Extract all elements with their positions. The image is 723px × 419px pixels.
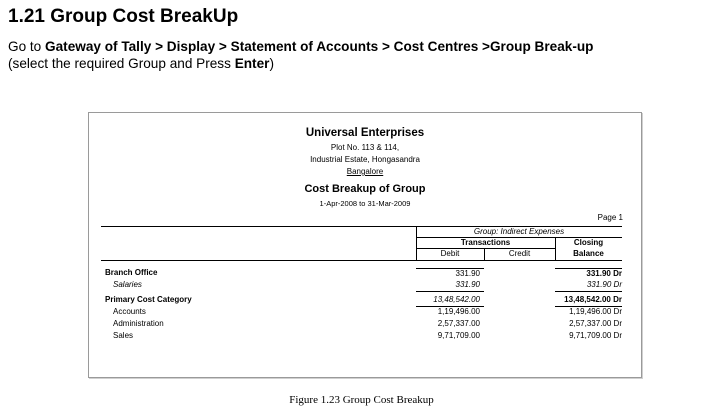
table-row-closing: 2,57,337.00 Dr [569,319,622,328]
closing-header: Closing [573,238,604,247]
instruction-line2-suffix: ) [269,56,274,71]
table-row-closing: 331.90 Dr [586,269,622,278]
table-row-name: Sales [113,331,134,340]
table-row-name: Administration [113,319,164,328]
address-line-1: Plot No. 113 & 114, [330,143,400,152]
table-row-closing: 331.90 Dr [586,280,622,289]
credit-header: Credit [508,249,531,258]
report-title: Cost Breakup of Group [304,183,426,195]
table-row-closing: 1,19,496.00 Dr [569,307,622,316]
subtotal-rule [416,291,484,292]
transactions-header: Transactions [460,238,511,247]
enter-key: Enter [234,56,270,71]
report-period: 1-Apr-2008 to 31-Mar-2009 [319,199,411,208]
instruction-line2-prefix: (select the required Group and Press [8,56,235,71]
table-row-name: Branch Office [105,268,158,277]
table-row-name: Primary Cost Category [105,295,192,304]
table-row-debit: 9,71,709.00 [437,331,480,340]
address-line-2: Industrial Estate, Hongasandra [310,155,420,164]
page-number: Page 1 [597,213,623,222]
instruction-prefix: Go to [8,39,46,54]
table-row-debit: 1,19,496.00 [437,307,480,316]
address-line-3: Bangalore [346,167,384,176]
table-row-closing: 9,71,709.00 Dr [569,331,622,340]
table-row-debit: 2,57,337.00 [437,319,480,328]
table-row-debit: 13,48,542.00 [433,295,480,304]
company-name: Universal Enterprises [305,127,425,139]
group-header: Group: Indirect Expenses [473,227,565,236]
navigation-path: Gateway of Tally > Display > Statement of Accounts > Cost Centres >Group Break-up [45,39,594,54]
figure-caption: Figure 1.23 Group Cost Breakup [289,394,434,406]
table-row-name: Accounts [113,307,146,316]
debit-header: Debit [440,249,460,258]
table-row-closing: 13,48,542.00 Dr [564,295,622,304]
report-preview [88,112,642,378]
balance-header: Balance [573,249,604,258]
header-bottom-rule [101,260,622,261]
section-heading: 1.21 Group Cost BreakUp [8,6,239,27]
table-row-debit: 331.90 [455,280,480,289]
table-row-name: Salaries [113,280,142,289]
navigation-instructions [8,38,593,72]
subtotal-rule [555,291,622,292]
table-row-debit: 331.90 [455,269,480,278]
